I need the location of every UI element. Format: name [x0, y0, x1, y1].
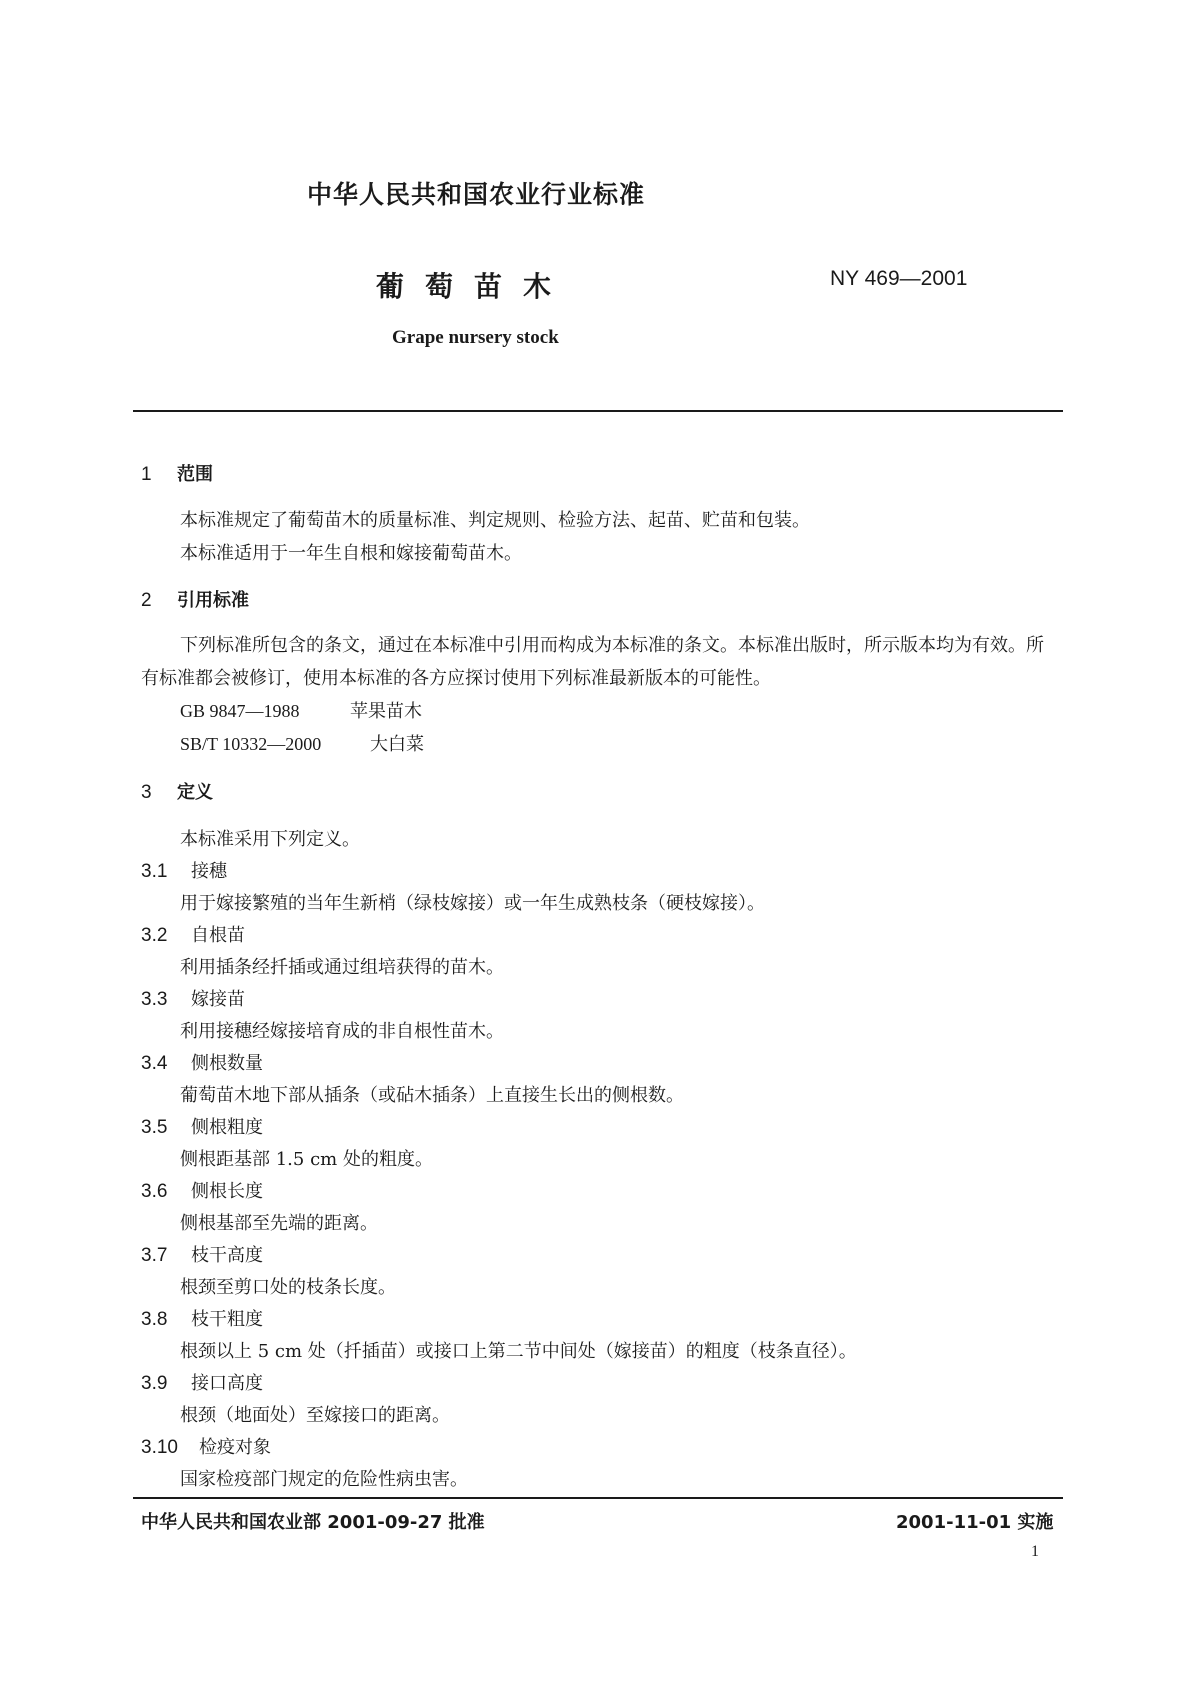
term-label: 自根苗	[191, 925, 245, 946]
term-label: 枝干粗度	[191, 1309, 263, 1330]
definition-description: 根颈（地面处）至嫁接口的距离。	[180, 1405, 450, 1426]
definition-description: 国家检疫部门规定的危险性病虫害。	[180, 1469, 468, 1490]
section-2-paragraph: 下列标准所包含的条文，通过在本标准中引用而构成为本标准的条文。本标准出版时，所示版本均为有效。所有标准都会被修订，使用本标准的各方应探讨使用下列标准最新版本的可能性。	[141, 635, 1044, 689]
definition-number: 3.7	[141, 1245, 168, 1266]
section-title: 引用标准	[177, 590, 249, 611]
definition-description: 利用接穗经嫁接培育成的非自根性苗木。	[180, 1021, 504, 1042]
definition-number: 3.3	[141, 989, 168, 1010]
section-number: 1	[141, 464, 152, 485]
implementation-date: 2001-11-01 实施	[896, 1512, 1054, 1533]
reference-item	[180, 730, 424, 756]
definition-term	[141, 1241, 263, 1267]
document-title-zh: 葡萄苗木	[376, 270, 573, 303]
reference-code: GB 9847—1988	[180, 701, 300, 721]
section-1-paragraph-1: 本标准规定了葡萄苗木的质量标准、判定规则、检验方法、起苗、贮苗和包装。	[180, 510, 810, 531]
section-title: 定义	[177, 782, 213, 803]
definition-description: 根颈以上 5 cm 处（扦插苗）或接口上第二节中间处（嫁接苗）的粗度（枝条直径）。	[180, 1341, 857, 1362]
term-label: 接口高度	[191, 1373, 263, 1394]
definition-number: 3.6	[141, 1181, 168, 1202]
reference-name: 大白菜	[370, 734, 424, 755]
header-divider	[133, 410, 1063, 412]
definition-number: 3.9	[141, 1373, 168, 1394]
definition-number: 3.5	[141, 1117, 168, 1138]
section-1-heading	[141, 460, 213, 486]
term-label: 侧根粗度	[191, 1117, 263, 1138]
reference-code: SB/T 10332—2000	[180, 734, 322, 754]
definition-number: 3.10	[141, 1437, 178, 1458]
definition-term	[141, 1369, 263, 1395]
section-number: 3	[141, 782, 152, 803]
definition-description: 利用插条经扦插或通过组培获得的苗木。	[180, 957, 504, 978]
definition-term	[141, 985, 245, 1011]
definition-description: 侧根距基部 1.5 cm 处的粗度。	[180, 1149, 433, 1170]
term-label: 枝干高度	[191, 1245, 263, 1266]
definition-number: 3.1	[141, 861, 168, 882]
definition-description: 根颈至剪口处的枝条长度。	[180, 1277, 396, 1298]
definition-term	[141, 857, 227, 883]
definition-term	[141, 921, 245, 947]
definition-number: 3.2	[141, 925, 168, 946]
section-1-paragraph-2: 本标准适用于一年生自根和嫁接葡萄苗木。	[180, 543, 522, 564]
reference-item	[180, 697, 422, 723]
page-number: 1	[1031, 1543, 1039, 1560]
definition-description: 用于嫁接繁殖的当年生新梢（绿枝嫁接）或一年生成熟枝条（硬枝嫁接）。	[180, 893, 765, 914]
definition-term	[141, 1433, 271, 1459]
definition-number: 3.8	[141, 1309, 168, 1330]
section-3-heading	[141, 778, 213, 804]
document-title-en: Grape nursery stock	[392, 327, 559, 348]
section-3-intro: 本标准采用下列定义。	[180, 829, 360, 850]
term-label: 检疫对象	[199, 1437, 271, 1458]
definition-description: 侧根基部至先端的距离。	[180, 1213, 378, 1234]
standard-number: NY 469—2001	[830, 267, 968, 290]
footer-divider	[133, 1497, 1063, 1499]
definition-term	[141, 1049, 263, 1075]
definition-term	[141, 1113, 263, 1139]
definition-term	[141, 1305, 263, 1331]
term-label: 接穗	[191, 861, 227, 882]
approval-line: 中华人民共和国农业部 2001-09-27 批准	[141, 1512, 485, 1533]
definition-term	[141, 1177, 263, 1203]
term-label: 嫁接苗	[191, 989, 245, 1010]
section-title: 范围	[177, 464, 213, 485]
definition-number: 3.4	[141, 1053, 168, 1074]
term-label: 侧根数量	[191, 1053, 263, 1074]
section-number: 2	[141, 590, 152, 611]
definition-description: 葡萄苗木地下部从插条（或砧木插条）上直接生长出的侧根数。	[180, 1085, 684, 1106]
standard-type-heading: 中华人民共和国农业行业标准	[307, 180, 646, 209]
term-label: 侧根长度	[191, 1181, 263, 1202]
reference-name: 苹果苗木	[350, 701, 422, 722]
section-2-heading	[141, 586, 249, 612]
